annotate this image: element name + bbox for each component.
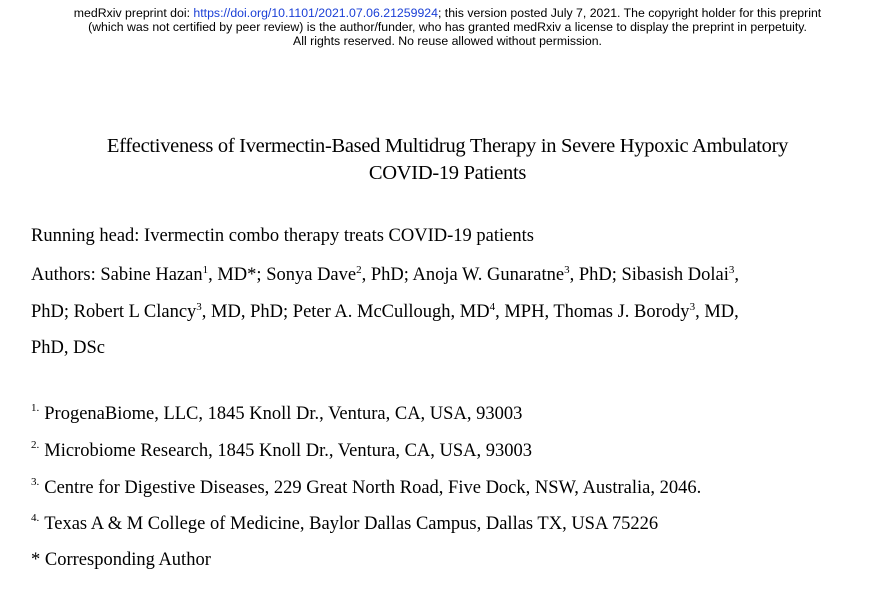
title-line-1: Effectiveness of Ivermectin-Based Multidrug Therapy in Severe Hypoxic Ambulatory [106, 135, 789, 157]
affiliation-4: $^{4.}$ Texas A & M College of Medicine, Baylor Dallas Campus, Dallas TX, USA 75226 [31, 512, 659, 534]
banner-line-3: All rights reserved. No reuse allowed without permission. [293, 34, 602, 48]
running-head: Running head: Ivermectin combo therapy treats COVID-19 patients [31, 226, 534, 246]
affiliation-2: $^{2.}$ Microbiome Research, 1845 Knoll Dr., Ventura, CA, USA, 93003 [31, 439, 533, 461]
corresponding-author: * Corresponding Author [31, 550, 211, 570]
preprint-banner [0, 6, 895, 48]
author-list [31, 257, 871, 367]
title-line-2: COVID-19 Patients [368, 162, 527, 184]
affiliation-3: $^{3.}$ Centre for Digestive Diseases, 229 Great North Road, Five Dock, NSW, Australia, 2046. [31, 476, 702, 498]
author-line-1: Authors: Sabine Hazan$^1$, MD*; Sonya Dave$^2$, PhD; Anoja W. Gunaratne$^3$, PhD; Sibasish Dolai$^3$, [31, 264, 740, 285]
paper-title [0, 133, 895, 187]
author-line-3: PhD, DSc [31, 338, 106, 358]
banner-line-1: medRxiv preprint doi: https://doi.org/10.1101/2021.07.06.21259924; this version posted July 7, 2021. The copyright holder for this preprint [73, 6, 822, 20]
doi-link[interactable]: https://doi.org/10.1101/2021.07.06.21259924 [193, 6, 438, 20]
banner-line-2: (which was not certified by peer review) is the author/funder, who has granted medRxiv a license to display the preprint in perpetuity. [88, 20, 807, 34]
affiliation-1: $^{1.}$ ProgenaBiome, LLC, 1845 Knoll Dr., Ventura, CA, USA, 93003 [31, 402, 523, 424]
author-line-2: PhD; Robert L Clancy$^3$, MD, PhD; Peter A. McCullough, $MD^4$, MPH, Thomas J. Borody$^3$, MD, [31, 300, 739, 322]
